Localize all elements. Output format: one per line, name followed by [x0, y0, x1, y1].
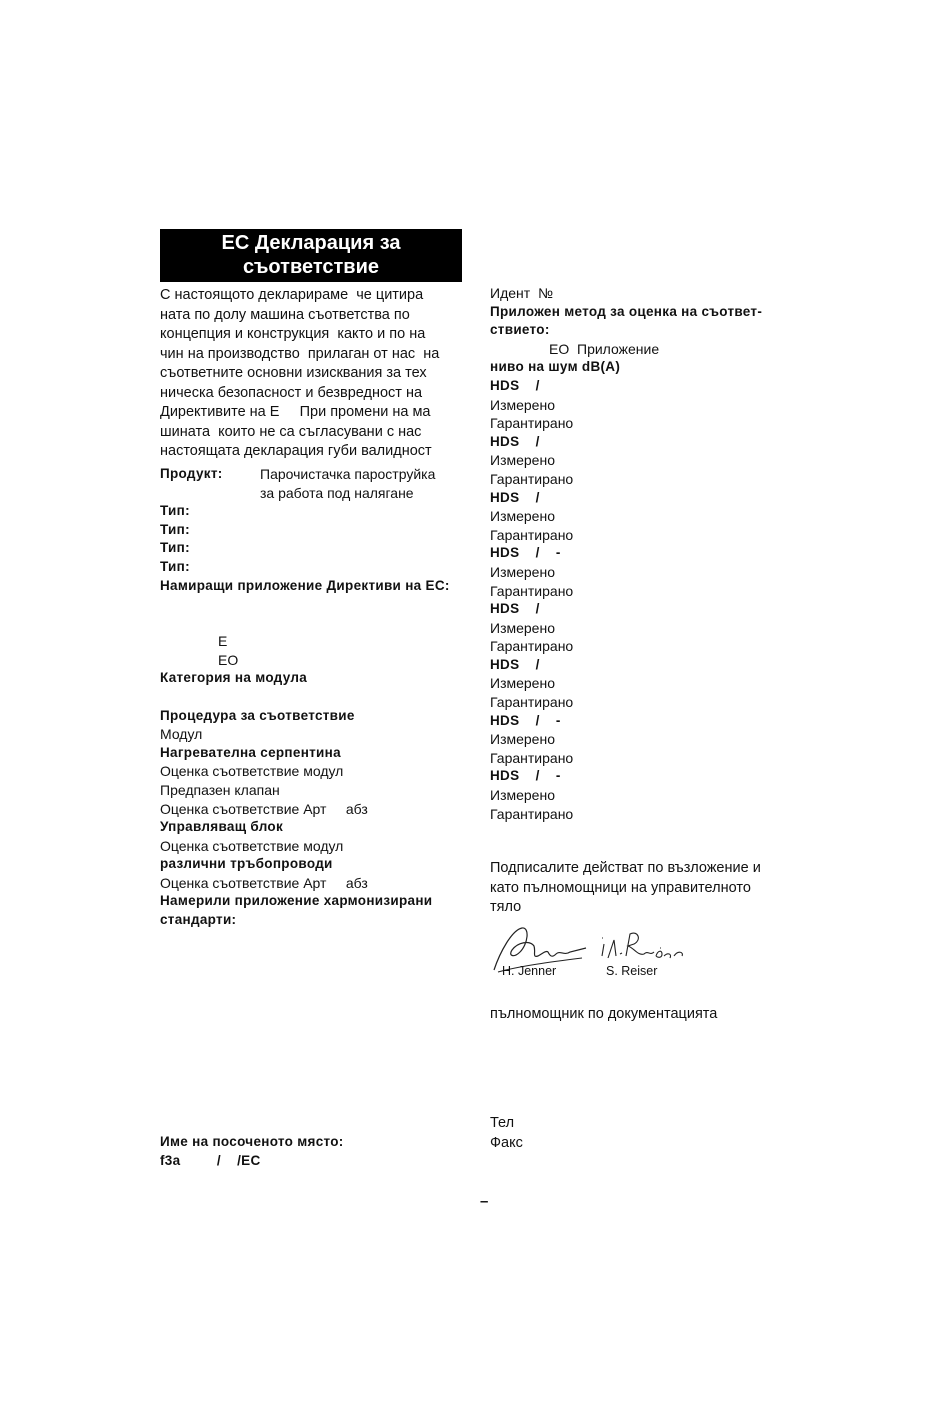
left-details: [160, 465, 470, 930]
intro-paragraph: [160, 286, 470, 462]
signer-jenner: H. Jenner: [502, 964, 557, 978]
signatures: [490, 922, 690, 982]
notified-body-value: f3a / /EC: [160, 1152, 261, 1168]
noise-measured: Измерено: [490, 731, 555, 748]
noise-guaranteed: Гарантирано: [490, 749, 574, 766]
method-label: Приложен метод за оценка на съответ-: [490, 303, 763, 319]
product-row: [160, 465, 470, 484]
noise-row: [490, 767, 810, 823]
product-value-1: Парочистачка пароструйка: [260, 466, 436, 482]
noise-measured: Измерено: [490, 787, 555, 804]
intro-line: настоящата декларация губи валидност: [160, 443, 432, 459]
standards-label: Намерили приложение хармонизирани: [160, 893, 433, 909]
noise-row: [490, 600, 810, 656]
intro-line: съответните основни изисквания за тех: [160, 365, 427, 381]
product-label: Продукт:: [160, 466, 223, 481]
noise-measured: Измерено: [490, 452, 555, 469]
control-block-eval: Оценка съответствие модул: [160, 837, 344, 854]
standards-label-2: стандарти:: [160, 912, 237, 928]
fax-label: Факс: [490, 1134, 523, 1151]
control-block-label: Управляващ блок: [160, 819, 284, 835]
noise-row: [490, 656, 810, 712]
noise-measured: Измерено: [490, 563, 555, 580]
noise-level-label: ниво на шум dB(A): [490, 359, 621, 375]
noise-model: HDS /: [490, 601, 540, 617]
noise-guaranteed: Гарантирано: [490, 470, 574, 487]
eo-annex: ЕО Приложение: [549, 340, 660, 357]
directive-item: ЕО: [218, 651, 239, 668]
type-label: Тип:: [160, 558, 190, 574]
noise-measured: Измерено: [490, 508, 555, 525]
intro-line: шината които не са съгласувани с нас: [160, 423, 422, 440]
type-label: Тип:: [160, 540, 190, 556]
intro-line: С настоящото декларираме че цитира: [160, 287, 424, 303]
right-column: [490, 284, 810, 823]
noise-measured: Измерено: [490, 619, 555, 636]
tel-label: Тел: [490, 1115, 515, 1131]
type-label: Тип:: [160, 503, 190, 519]
signer-reiser: S. Reiser: [606, 964, 658, 978]
signatories-line: тяло: [490, 899, 522, 915]
page-mark: –: [480, 1193, 489, 1210]
procedure-label: Процедура за съответствие: [160, 707, 355, 723]
type-label: Тип:: [160, 521, 190, 537]
module-text: Модул: [160, 726, 203, 743]
doc-representative-text: пълномощник по документацията: [490, 1006, 718, 1022]
notified-body-label: Име на посоченото място:: [160, 1134, 344, 1149]
directives-label: Намиращи приложение Директиви на ЕС:: [160, 577, 450, 593]
noise-model: HDS /: [490, 489, 540, 505]
intro-line: концепция и конструкция както и по на: [160, 326, 426, 342]
signatories-line: Подписалите действат по възложение и: [490, 860, 761, 876]
pipes-eval: Оценка съответствие Арт абз: [160, 874, 368, 891]
noise-row: [490, 712, 810, 768]
noise-measured: Измерено: [490, 396, 555, 413]
noise-row: [490, 377, 810, 433]
contact: [490, 1114, 690, 1153]
title-line-1: ЕС Декларация за: [221, 232, 401, 254]
pipes-label: различни тръбопроводи: [160, 856, 333, 872]
declaration-title-box: [160, 229, 462, 282]
method-label-2: ствието:: [490, 322, 550, 338]
noise-guaranteed: Гарантирано: [490, 526, 574, 543]
intro-line: Директивите на Е При промени на ма: [160, 404, 431, 420]
noise-model: HDS /: [490, 433, 540, 449]
noise-model: HDS / -: [490, 545, 561, 561]
noise-model: HDS /: [490, 656, 540, 672]
signatories-line: като пълномощници на управителното: [490, 879, 751, 896]
intro-line: ната по долу машина съответства по: [160, 306, 410, 323]
safety-valve-eval: Оценка съответствие Арт абз: [160, 800, 368, 817]
signatories-text: [490, 859, 810, 918]
noise-model: HDS / -: [490, 768, 561, 784]
noise-model: HDS /: [490, 377, 540, 393]
noise-model: HDS / -: [490, 712, 561, 728]
noise-row: [490, 489, 810, 545]
noise-guaranteed: Гарантирано: [490, 694, 574, 711]
doc-representative: [490, 1005, 810, 1025]
notified-body: [160, 1133, 470, 1170]
title-line-2: съответствие: [242, 256, 379, 278]
noise-guaranteed: Гарантирано: [490, 582, 574, 599]
ident-number: Идент №: [490, 285, 553, 301]
noise-row: [490, 544, 810, 600]
product-value-2: за работа под налягане: [260, 484, 414, 501]
noise-row: [490, 433, 810, 489]
directive-item: Е: [218, 633, 228, 650]
heating-coil-label: Нагревателна серпентина: [160, 744, 341, 760]
intro-line: чин на производство прилаган от нас на: [160, 345, 440, 362]
module-category-label: Категория на модула: [160, 670, 308, 686]
intro-line: ническа безопасност и безвредност на: [160, 384, 423, 401]
noise-guaranteed: Гарантирано: [490, 805, 574, 822]
heating-coil-eval: Оценка съответствие модул: [160, 763, 344, 780]
noise-guaranteed: Гарантирано: [490, 415, 574, 432]
noise-measured: Измерено: [490, 675, 555, 692]
noise-guaranteed: Гарантирано: [490, 638, 574, 655]
safety-valve-label: Предпазен клапан: [160, 781, 280, 798]
